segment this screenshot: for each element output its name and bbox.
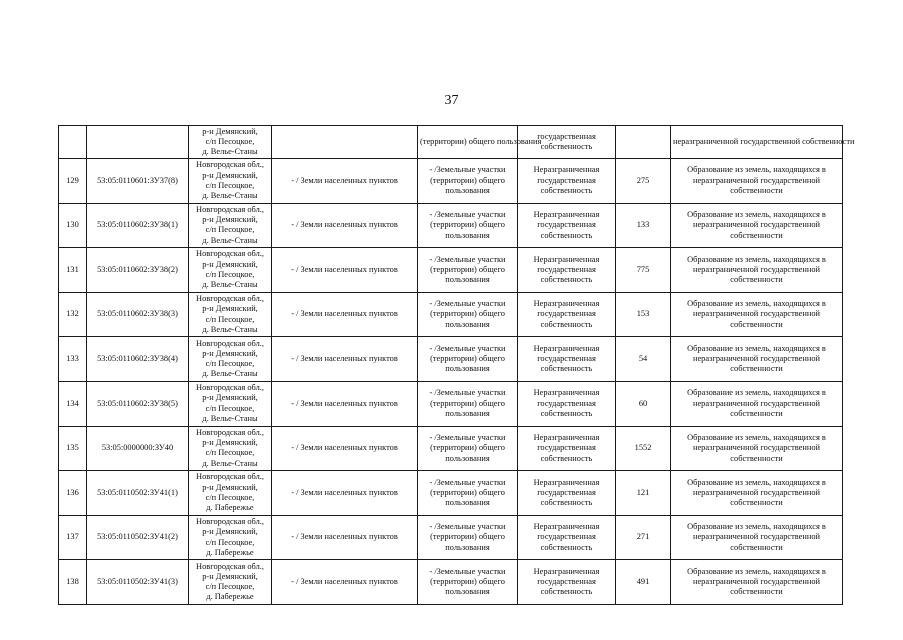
address-line: р-н Демянский, [202, 259, 258, 269]
area-cell: 491 [616, 560, 671, 605]
address-line: Новгородская обл., [196, 338, 264, 348]
cadastral-number-cell: 53:05:0110502:ЗУ41(1) [87, 471, 189, 516]
area-cell: 1552 [616, 426, 671, 471]
table-body [59, 126, 855, 605]
address-line: с/п Песоцкое, [205, 448, 255, 458]
ownership-line: Неразграниченная [533, 566, 600, 576]
address-line: Новгородская обл., [196, 204, 264, 214]
address-line: с/п Песоцкое, [205, 269, 255, 279]
ownership-line: государственная [537, 487, 596, 497]
ownership-line: собственность [540, 542, 593, 552]
permitted-use-cell [418, 426, 518, 471]
table-row [59, 203, 843, 248]
ownership-cell [518, 560, 616, 605]
ownership-line: собственность [540, 364, 593, 374]
table-row [59, 292, 843, 337]
permitted-use-line: (территории) общего [430, 398, 505, 408]
permitted-use-line: пользования [445, 230, 490, 240]
formation-method-line: Образование из земель, находящихся в [687, 432, 826, 442]
row-number-cell: 134 [59, 381, 87, 426]
ownership-line: собственность [540, 408, 593, 418]
area-cell: 775 [616, 248, 671, 293]
permitted-use-cell [418, 292, 518, 337]
formation-method-cell [671, 515, 843, 560]
page-number: 37 [444, 93, 459, 108]
address-line: д. Велье-Станы [202, 414, 258, 424]
ownership-cell [518, 471, 616, 516]
permitted-use-line: пользования [445, 453, 490, 463]
permitted-use-cell [418, 381, 518, 426]
address-cell [189, 159, 272, 204]
address-line: р-н Демянский, [202, 215, 258, 225]
row-number-cell: 132 [59, 292, 87, 337]
ownership-line: собственность [540, 587, 593, 597]
ownership-line: государственная [537, 264, 596, 274]
formation-method-cell [671, 471, 843, 516]
formation-method-cell [671, 292, 843, 337]
permitted-use-line: (территории) общего [430, 532, 505, 542]
ownership-cell [518, 337, 616, 382]
address-cell [189, 560, 272, 605]
ownership-line: Неразграниченная [533, 343, 600, 353]
ownership-cell [518, 381, 616, 426]
ownership-line: Неразграниченная [533, 432, 600, 442]
address-line: д. Паберeжье [206, 503, 254, 513]
formation-method-line: Образование из земель, находящихся в [687, 566, 826, 576]
permitted-use-line: (территории) общего [430, 443, 505, 453]
formation-method-line: Образование из земель, находящихся в [687, 165, 826, 175]
ownership-line: Неразграниченная [533, 522, 600, 532]
ownership-cell [518, 515, 616, 560]
area-cell [616, 126, 671, 159]
formation-method-line: неразграниченной государственной [692, 264, 821, 274]
permitted-use-line: (территории) общего [430, 309, 505, 319]
address-line: Новгородская обл., [196, 160, 264, 170]
ownership-cell [518, 248, 616, 293]
address-line: с/п Песоцкое, [205, 225, 255, 235]
ownership-line: государственная [537, 532, 596, 542]
formation-method-cell [671, 203, 843, 248]
cadastral-number-cell [87, 126, 189, 159]
permitted-use-line: - /Земельные участки [429, 432, 506, 442]
ownership-cell [518, 159, 616, 204]
row-number-cell: 131 [59, 248, 87, 293]
address-line: Новгородская обл., [196, 427, 264, 437]
address-line: с/п Песоцкое, [205, 314, 255, 324]
permitted-use-cell [418, 337, 518, 382]
address-cell [189, 126, 272, 159]
row-number-cell: 136 [59, 471, 87, 516]
cadastral-number-cell: 53:05:0110602:ЗУ38(2) [87, 248, 189, 293]
permitted-use-line: (территории) общего [430, 354, 505, 364]
address-line: с/п Песоцкое, [205, 136, 255, 146]
formation-method-line: Образование из земель, находящихся в [687, 209, 826, 219]
address-line: Новгородская обл., [196, 561, 264, 571]
table-row [59, 381, 843, 426]
formation-method-line: Образование из земель, находящихся в [687, 388, 826, 398]
land-category-cell: - / Земли населенных пунктов [272, 159, 418, 204]
ownership-line: государственная [537, 131, 596, 141]
formation-method-cell [671, 248, 843, 293]
address-line: с/п Песоцкое, [205, 492, 255, 502]
permitted-use-line: пользования [445, 587, 490, 597]
permitted-use-line: - /Земельные участки [429, 388, 506, 398]
permitted-use-line: (территории) общего [430, 264, 505, 274]
address-line: Новгородская обл., [196, 516, 264, 526]
area-cell: 275 [616, 159, 671, 204]
ownership-line: Неразграниченная [533, 477, 600, 487]
permitted-use-line: пользования [445, 319, 490, 329]
land-category-cell: - / Земли населенных пунктов [272, 515, 418, 560]
formation-method-line: Образование из земель, находящихся в [687, 299, 826, 309]
land-category-cell: - / Земли населенных пунктов [272, 248, 418, 293]
address-cell [189, 381, 272, 426]
ownership-line: Неразграниченная [533, 299, 600, 309]
land-category-cell: - / Земли населенных пунктов [272, 560, 418, 605]
ownership-line: Неразграниченная [533, 254, 600, 264]
ownership-line: государственная [537, 309, 596, 319]
ownership-line: Неразграниченная [533, 209, 600, 219]
address-line: д. Паберeжье [206, 592, 254, 602]
ownership-line: собственность [540, 453, 593, 463]
permitted-use-line: (территории) общего [430, 576, 505, 586]
land-category-cell: - / Земли населенных пунктов [272, 337, 418, 382]
formation-method-line: Образование из земель, находящихся в [687, 254, 826, 264]
cadastral-number-cell: 53:05:0110602:ЗУ38(5) [87, 381, 189, 426]
formation-method-line: собственности [730, 185, 783, 195]
ownership-line: собственность [540, 319, 593, 329]
table-row-continuation [59, 126, 843, 159]
permitted-use-cell [418, 471, 518, 516]
permitted-use-text: (территории) общего пользования [420, 136, 542, 146]
table-row [59, 337, 843, 382]
ownership-line: государственная [537, 576, 596, 586]
permitted-use-line: пользования [445, 364, 490, 374]
land-category-cell: - / Земли населенных пунктов [272, 203, 418, 248]
address-line: р-н Демянский, [202, 571, 258, 581]
ownership-line: собственность [540, 275, 593, 285]
formation-method-line: собственности [730, 453, 783, 463]
permitted-use-cell [418, 248, 518, 293]
address-line: д. Велье-Станы [202, 191, 258, 201]
ownership-cell [518, 426, 616, 471]
permitted-use-line: - /Земельные участки [429, 477, 506, 487]
formation-method-line: собственности [730, 319, 783, 329]
formation-method-line: Образование из земель, находящихся в [687, 522, 826, 532]
ownership-line: государственная [537, 398, 596, 408]
row-number-cell: 130 [59, 203, 87, 248]
permitted-use-cell [418, 159, 518, 204]
formation-method-line: собственности [730, 364, 783, 374]
address-line: р-н Демянский, [202, 527, 258, 537]
row-number-cell: 133 [59, 337, 87, 382]
formation-method-cell [671, 560, 843, 605]
permitted-use-line: пользования [445, 498, 490, 508]
address-line: р-н Демянский, [202, 482, 258, 492]
formation-method-line: собственности [730, 498, 783, 508]
cadastral-number-cell: 53:05:0110602:ЗУ38(1) [87, 203, 189, 248]
formation-method-cell [671, 159, 843, 204]
address-line: р-н Демянский, [202, 304, 258, 314]
land-category-cell: - / Земли населенных пунктов [272, 471, 418, 516]
cadastral-number-cell: 53:05:0110502:ЗУ41(3) [87, 560, 189, 605]
permitted-use-line: пользования [445, 275, 490, 285]
address-cell [189, 203, 272, 248]
table-row [59, 248, 843, 293]
land-category-cell [272, 126, 418, 159]
address-line: д. Велье-Станы [202, 324, 258, 334]
formation-method-line: неразграниченной государственной [692, 398, 821, 408]
permitted-use-line: (территории) общего [430, 220, 505, 230]
address-line: Новгородская обл., [196, 383, 264, 393]
address-line: д. Велье-Станы [202, 147, 258, 157]
address-line: д. Велье-Станы [202, 458, 258, 468]
permitted-use-line: пользования [445, 185, 490, 195]
row-number-cell: 135 [59, 426, 87, 471]
land-category-cell: - / Земли населенных пунктов [272, 292, 418, 337]
address-cell [189, 471, 272, 516]
table-row [59, 471, 843, 516]
address-line: Новгородская обл., [196, 472, 264, 482]
table-row [59, 159, 843, 204]
address-line: с/п Песоцкое, [205, 403, 255, 413]
permitted-use-line: - /Земельные участки [429, 254, 506, 264]
formation-method-cell [671, 337, 843, 382]
address-line: р-н Демянский, [202, 393, 258, 403]
land-plot-table [58, 125, 855, 605]
permitted-use-line: - /Земельные участки [429, 165, 506, 175]
permitted-use-cell [418, 126, 542, 159]
formation-method-cell [671, 381, 843, 426]
ownership-cell [518, 203, 616, 248]
cadastral-number-cell: 53:05:0110602:ЗУ38(4) [87, 337, 189, 382]
formation-method-line: неразграниченной государственной [692, 354, 821, 364]
cadastral-number-cell: 53:05:0000000:ЗУ40 [87, 426, 189, 471]
ownership-line: государственная [537, 220, 596, 230]
area-cell: 271 [616, 515, 671, 560]
table-row [59, 426, 843, 471]
address-cell [189, 515, 272, 560]
address-line: Новгородская обл., [196, 249, 264, 259]
row-number-cell: 129 [59, 159, 87, 204]
address-line: д. Паберeжье [206, 547, 254, 557]
formation-method-line: собственности [730, 587, 783, 597]
permitted-use-line: - /Земельные участки [429, 522, 506, 532]
formation-method-line: неразграниченной государственной [692, 220, 821, 230]
formation-method-line: собственности [730, 408, 783, 418]
cadastral-number-cell: 53:05:0110601:ЗУ37(8) [87, 159, 189, 204]
cadastral-number-cell: 53:05:0110602:ЗУ38(3) [87, 292, 189, 337]
ownership-line: государственная [537, 443, 596, 453]
row-number-cell: 138 [59, 560, 87, 605]
address-line: с/п Песоцкое, [205, 180, 255, 190]
cadastral-number-cell: 53:05:0110502:ЗУ41(2) [87, 515, 189, 560]
formation-method-line: неразграниченной государственной [692, 532, 821, 542]
address-line: р-н Демянский, [202, 348, 258, 358]
permitted-use-line: пользования [445, 542, 490, 552]
address-cell [189, 292, 272, 337]
ownership-line: собственность [540, 185, 593, 195]
address-line: р-н Демянский, [202, 126, 258, 136]
permitted-use-line: (территории) общего [430, 487, 505, 497]
permitted-use-line: (территории) общего [430, 175, 505, 185]
table-row [59, 560, 843, 605]
formation-method-line: собственности [730, 542, 783, 552]
address-line: с/п Песоцкое, [205, 582, 255, 592]
address-line: д. Велье-Станы [202, 280, 258, 290]
address-line: р-н Демянский, [202, 438, 258, 448]
ownership-line: собственность [540, 142, 593, 151]
address-line: Новгородская обл., [196, 293, 264, 303]
formation-method-line: неразграниченной государственной [692, 175, 821, 185]
permitted-use-line: - /Земельные участки [429, 343, 506, 353]
formation-method-line: собственности [730, 230, 783, 240]
permitted-use-line: - /Земельные участки [429, 209, 506, 219]
address-line: с/п Песоцкое, [205, 537, 255, 547]
formation-method-line: Образование из земель, находящихся в [687, 477, 826, 487]
ownership-line: Неразграниченная [533, 388, 600, 398]
land-category-cell: - / Земли населенных пунктов [272, 426, 418, 471]
formation-method-line: неразграниченной государственной [692, 309, 821, 319]
address-cell [189, 337, 272, 382]
formation-method-line: неразграниченной государственной [692, 576, 821, 586]
permitted-use-line: - /Земельные участки [429, 299, 506, 309]
area-cell: 54 [616, 337, 671, 382]
formation-method-cell [671, 426, 843, 471]
row-number-cell [59, 126, 87, 159]
formation-method-line: собственности [730, 275, 783, 285]
ownership-line: собственность [540, 230, 593, 240]
permitted-use-line: пользования [445, 408, 490, 418]
permitted-use-line: - /Земельные участки [429, 566, 506, 576]
permitted-use-cell [418, 560, 518, 605]
formation-method-text: неразграниченной государственной собственности [673, 136, 855, 146]
formation-method-line: неразграниченной государственной [692, 487, 821, 497]
address-line: р-н Демянский, [202, 170, 258, 180]
formation-method-line: Образование из земель, находящихся в [687, 343, 826, 353]
ownership-line: Неразграниченная [533, 165, 600, 175]
area-cell: 60 [616, 381, 671, 426]
address-line: с/п Песоцкое, [205, 359, 255, 369]
ownership-line: собственность [540, 498, 593, 508]
formation-method-line: неразграниченной государственной [692, 443, 821, 453]
permitted-use-cell [418, 515, 518, 560]
address-line: д. Велье-Станы [202, 235, 258, 245]
area-cell: 133 [616, 203, 671, 248]
address-cell [189, 426, 272, 471]
address-cell [189, 248, 272, 293]
permitted-use-cell [418, 203, 518, 248]
table-row [59, 515, 843, 560]
area-cell: 121 [616, 471, 671, 516]
address-line: д. Велье-Станы [202, 369, 258, 379]
row-number-cell: 137 [59, 515, 87, 560]
formation-method-cell [671, 126, 855, 159]
ownership-line: государственная [537, 175, 596, 185]
land-category-cell: - / Земли населенных пунктов [272, 381, 418, 426]
area-cell: 153 [616, 292, 671, 337]
ownership-cell [518, 292, 616, 337]
ownership-line: государственная [537, 354, 596, 364]
